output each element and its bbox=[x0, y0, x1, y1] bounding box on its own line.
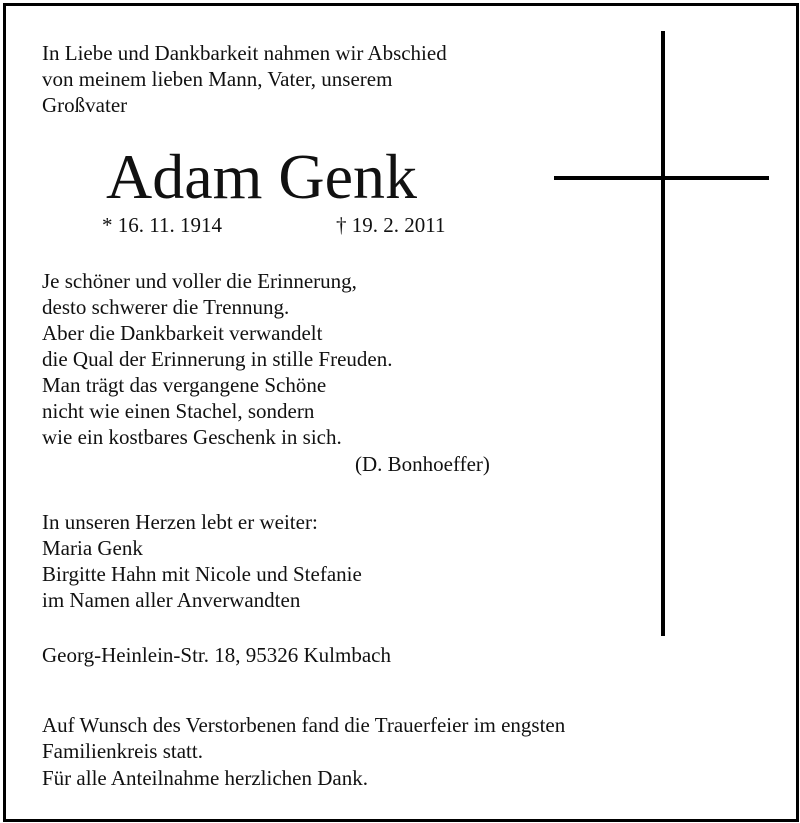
poem-line: wie ein kostbares Geschenk in sich. bbox=[42, 425, 342, 449]
notice-line: Familienkreis statt. bbox=[42, 739, 203, 763]
mourners-list bbox=[42, 509, 362, 613]
notice-line: Auf Wunsch des Verstorbenen fand die Trauerfeier im engsten bbox=[42, 713, 566, 737]
poem-line: desto schwerer die Trennung. bbox=[42, 295, 290, 319]
poem-line: Je schöner und voller die Erinnerung, bbox=[42, 269, 357, 293]
mourners-line: Birgitte Hahn mit Nicole und Stefanie bbox=[42, 562, 362, 586]
funeral-notice bbox=[42, 712, 565, 764]
thanks-text: Für alle Anteilnahme herzlichen Dank. bbox=[42, 766, 368, 790]
cross-horizontal-bar bbox=[554, 176, 769, 180]
mourners-line: In unseren Herzen lebt er weiter: bbox=[42, 510, 318, 534]
poem-author: (D. Bonhoeffer) bbox=[355, 452, 490, 476]
intro-line: von meinem lieben Mann, Vater, unserem bbox=[42, 67, 393, 91]
death-date: † 19. 2. 2011 bbox=[336, 213, 446, 237]
mourners-line: im Namen aller Anverwandten bbox=[42, 588, 301, 612]
intro-line: In Liebe und Dankbarkeit nahmen wir Abschied bbox=[42, 41, 447, 65]
poem-line: die Qual der Erinnerung in stille Freuden. bbox=[42, 347, 393, 371]
poem-line: Man trägt das vergangene Schöne bbox=[42, 373, 327, 397]
intro-line: Großvater bbox=[42, 93, 128, 117]
poem-line: Aber die Dankbarkeit verwandelt bbox=[42, 321, 323, 345]
poem-line: nicht wie einen Stachel, sondern bbox=[42, 399, 315, 423]
deceased-name: Adam Genk bbox=[106, 141, 418, 212]
poem bbox=[42, 268, 393, 450]
mourners-line: Maria Genk bbox=[42, 536, 143, 560]
address: Georg-Heinlein-Str. 18, 95326 Kulmbach bbox=[42, 643, 391, 667]
cross-vertical-bar bbox=[661, 31, 665, 636]
birth-date: * 16. 11. 1914 bbox=[102, 213, 222, 237]
obituary-frame bbox=[3, 3, 799, 822]
intro-text bbox=[42, 40, 447, 118]
